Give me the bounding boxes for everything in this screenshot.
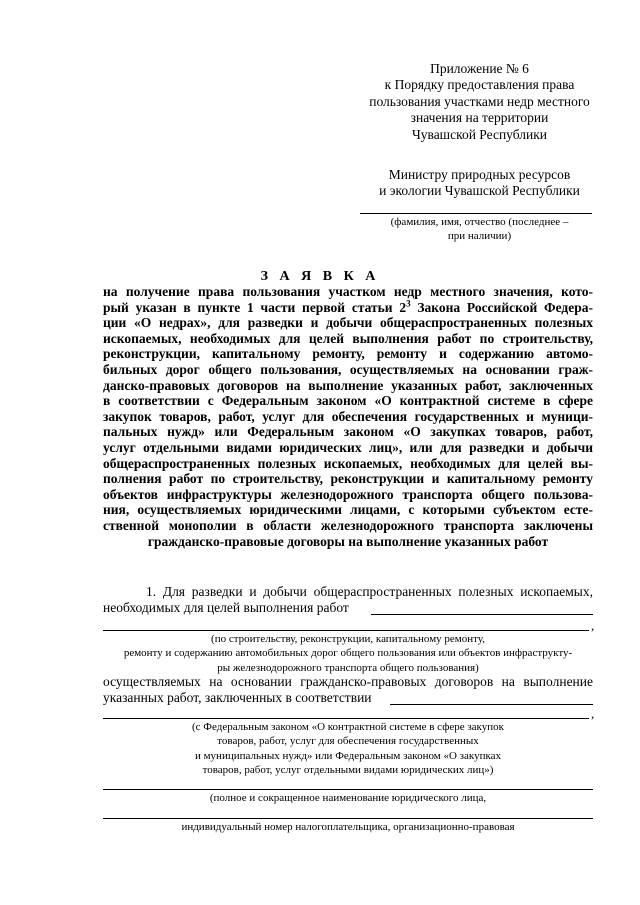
subject-line-2	[103, 300, 593, 316]
document-title: З А Я В К А	[260, 269, 380, 284]
works-field-line-2[interactable]	[103, 630, 589, 631]
fio-caption	[352, 216, 607, 243]
addressee-line: и экологии Чувашской Республики	[379, 183, 580, 199]
appendix-line: Приложение № 6	[430, 61, 529, 76]
comma-mark: ,	[591, 706, 595, 721]
subject-line: на получение права пользования участком недр местного значения, кото-	[103, 284, 593, 299]
subject-line: гражданско-правовые договоры на выполнение указанных работ	[147, 533, 549, 549]
basis-line-2: указанных работ, заключенных в соответствии	[103, 690, 372, 705]
caption-law-line: товаров, работ, услуг для обеспечения государственных	[217, 735, 479, 748]
caption-inn: индивидуальный номер налогоплательщика, организационно-правовая	[181, 821, 515, 833]
caption-works-line: ры железнодорожного транспорта общего пользования)	[217, 661, 479, 674]
caption-name: (полное и сокращенное наименование юридического лица,	[209, 792, 487, 804]
subject-line-2-head: рый указан в пункте 1 части первой статьи 2	[103, 299, 407, 315]
paragraph-1-line-1: 1. Для разведки и добычи общераспространенных полезных ископаемых,	[146, 584, 593, 599]
subject-line: ции «О недрах», для разведки и добычи общераспространенных полезных	[103, 315, 593, 331]
caption-law-line: (с Федеральным законом «О контрактной системе в сфере закупок	[192, 721, 504, 733]
subject-line: в соответствии с Федеральным законом «О контрактной системе в сфере	[103, 393, 593, 409]
law-field-line-2[interactable]	[103, 718, 589, 719]
paragraph-1-line-2: необходимых для целей выполнения работ	[103, 600, 349, 615]
comma-mark: ,	[591, 618, 595, 633]
appendix-line: пользования участками недр местного	[369, 93, 590, 109]
subject-line: ископаемых, необходимых для целей выполнения работ по строительству,	[103, 330, 593, 346]
subject-line: услуг отдельными видами юридических лиц», или для разведки и добычи	[103, 439, 593, 455]
appendix-line: Чувашской Республики	[411, 126, 548, 142]
caption-law	[103, 720, 593, 778]
caption-law-line: и муниципальных нужд» или Федеральным законом «О закупках	[194, 749, 502, 762]
appendix-line: к Порядку предоставления права	[384, 77, 575, 93]
law-field-line-1[interactable]	[390, 704, 593, 705]
subject-line: ния, осуществляемых юридическими лицами, с которыми субъектом есте-	[103, 502, 593, 518]
name-field-line[interactable]	[103, 789, 593, 790]
appendix-line: значения на территории	[410, 110, 549, 126]
subject-superscript: 3	[406, 298, 411, 309]
subject-line: общераспространенных полезных ископаемых, необходимых для целей вы-	[103, 455, 593, 471]
fio-field-line[interactable]	[360, 213, 592, 214]
appendix-header	[352, 61, 607, 143]
subject-line: пальных нужд» или Федеральным законом «О закупках товаров, работ,	[103, 424, 593, 440]
subject-line: данско-правовых договоров на выполнение указанных работ, заключенных	[103, 377, 593, 393]
addressee-line: Министру природных ресурсов	[388, 167, 571, 182]
caption-works-line: (по строительству, реконструкции, капитальному ремонту,	[211, 633, 485, 645]
subject-line-2-tail: Закона Российской Федера-	[410, 299, 593, 315]
caption-works	[103, 632, 593, 675]
caption-law-line: товаров, работ, услуг отдельными видами юридических лиц»)	[202, 764, 494, 777]
subject-line: закупок товаров, работ, услуг для обеспечения государственных и муници-	[103, 408, 593, 424]
addressee-block	[352, 167, 607, 200]
basis-line-1: осуществляемых на основании гражданско-правовых договоров на выполнение	[103, 674, 593, 689]
subject-line: бильных дорог общего пользования, осуществляемых на основании граж-	[103, 361, 593, 377]
fio-caption-line: при наличии)	[447, 229, 512, 242]
subject-line: полнения работ по строительству, реконструкции и капитальному ремонту	[103, 471, 593, 487]
caption-works-line: ремонту и содержанию автомобильных дорог общего пользования или объектов инфраструкту-	[123, 647, 573, 660]
inn-field-line[interactable]	[103, 818, 593, 819]
subject-line: реконструкции, капитальному ремонту, ремонту и содержанию автомо-	[103, 346, 593, 362]
subject-line: ственной монополии в области железнодорожного транспорта заключены	[103, 517, 593, 533]
application-subject	[103, 284, 593, 549]
subject-line: объектов инфраструктуры железнодорожного транспорта общего пользова-	[103, 486, 593, 502]
works-field-line-1[interactable]	[371, 614, 593, 615]
fio-caption-line: (фамилия, имя, отчество (последнее –	[390, 216, 569, 228]
